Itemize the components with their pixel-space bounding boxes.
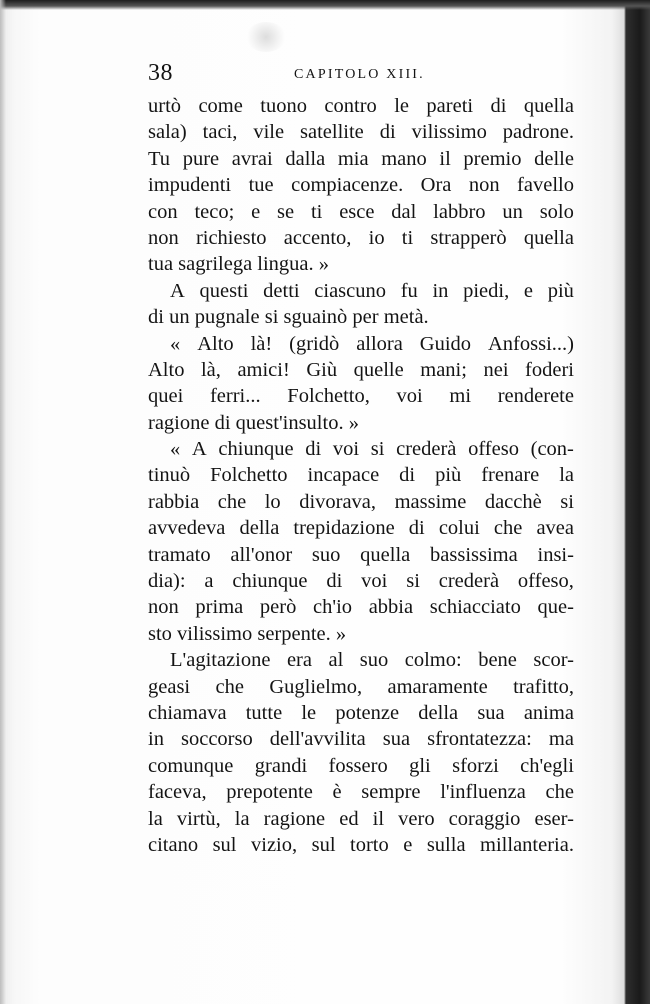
ink-stain [246, 22, 286, 52]
text-line: avvedeva della trepidazione di colui che avea [148, 517, 574, 540]
text-line: impudenti tue compiacenze. Ora non favello [148, 174, 574, 197]
text-line: faceva, prepotente è sempre l'influenza che [148, 781, 574, 804]
text-line: dia): a chiunque di voi si crederà offeso, [148, 570, 574, 593]
text-line: la virtù, la ragione ed il vero coraggio eser- [148, 807, 574, 830]
text-line: tua sagrilega lingua. » [148, 253, 330, 276]
left-edge-shadow [0, 0, 6, 1004]
text-line: « A chiunque di voi si crederà offeso (con- [170, 438, 574, 461]
text-line: quei ferri... Folchetto, voi mi renderete [148, 385, 574, 408]
text-line: « Alto là! (gridò allora Guido Anfossi...) [170, 332, 574, 355]
top-shadow [0, 0, 650, 10]
text-line: citano sul vizio, sul torto e sulla millanteria. [148, 833, 574, 856]
text-line: di un pugnale si sguainò per metà. [148, 306, 429, 329]
body-text [148, 93, 574, 858]
page-header [148, 58, 576, 92]
text-line: Tu pure avrai dalla mia mano il premio delle [148, 147, 574, 170]
text-line: geasi che Guglielmo, amaramente trafitto, [148, 675, 574, 698]
text-line: con teco; e se ti esce dal labbro un solo [148, 200, 574, 223]
text-line: urtò come tuono contro le pareti di quella [148, 95, 574, 117]
text-line: comunque grandi fossero gli sforzi ch'egli [148, 754, 574, 777]
text-line: rabbia che lo divorava, massime dacchè si [148, 490, 574, 513]
text-line: Alto là, amici! Giù quelle mani; nei foderi [148, 358, 574, 381]
text-line: non prima però ch'io abbia schiacciato que- [148, 596, 574, 619]
text-line: A questi detti ciascuno fu in piedi, e più [170, 279, 574, 302]
text-line: sto vilissimo serpente. » [148, 622, 347, 645]
text-line: ragione di quest'insulto. » [148, 411, 359, 434]
page-number: 38 [148, 60, 173, 86]
text-line: in soccorso dell'avvilita sua sfrontatezza: ma [148, 728, 574, 751]
text-line: tinuò Folchetto incapace di più frenare la [148, 464, 574, 487]
running-head: CAPITOLO XIII. [294, 67, 425, 82]
text-line: tramato all'onor suo quella bassissima insi- [148, 543, 574, 566]
text-line: non richiesto accento, io ti strapperò quella [148, 226, 574, 249]
text-line: L'agitazione era al suo colmo: bene scor- [170, 649, 574, 672]
text-line: sala) taci, vile satellite di vilissimo padrone. [148, 121, 574, 144]
text-line: chiamava tutte le potenze della sua anima [148, 701, 574, 724]
